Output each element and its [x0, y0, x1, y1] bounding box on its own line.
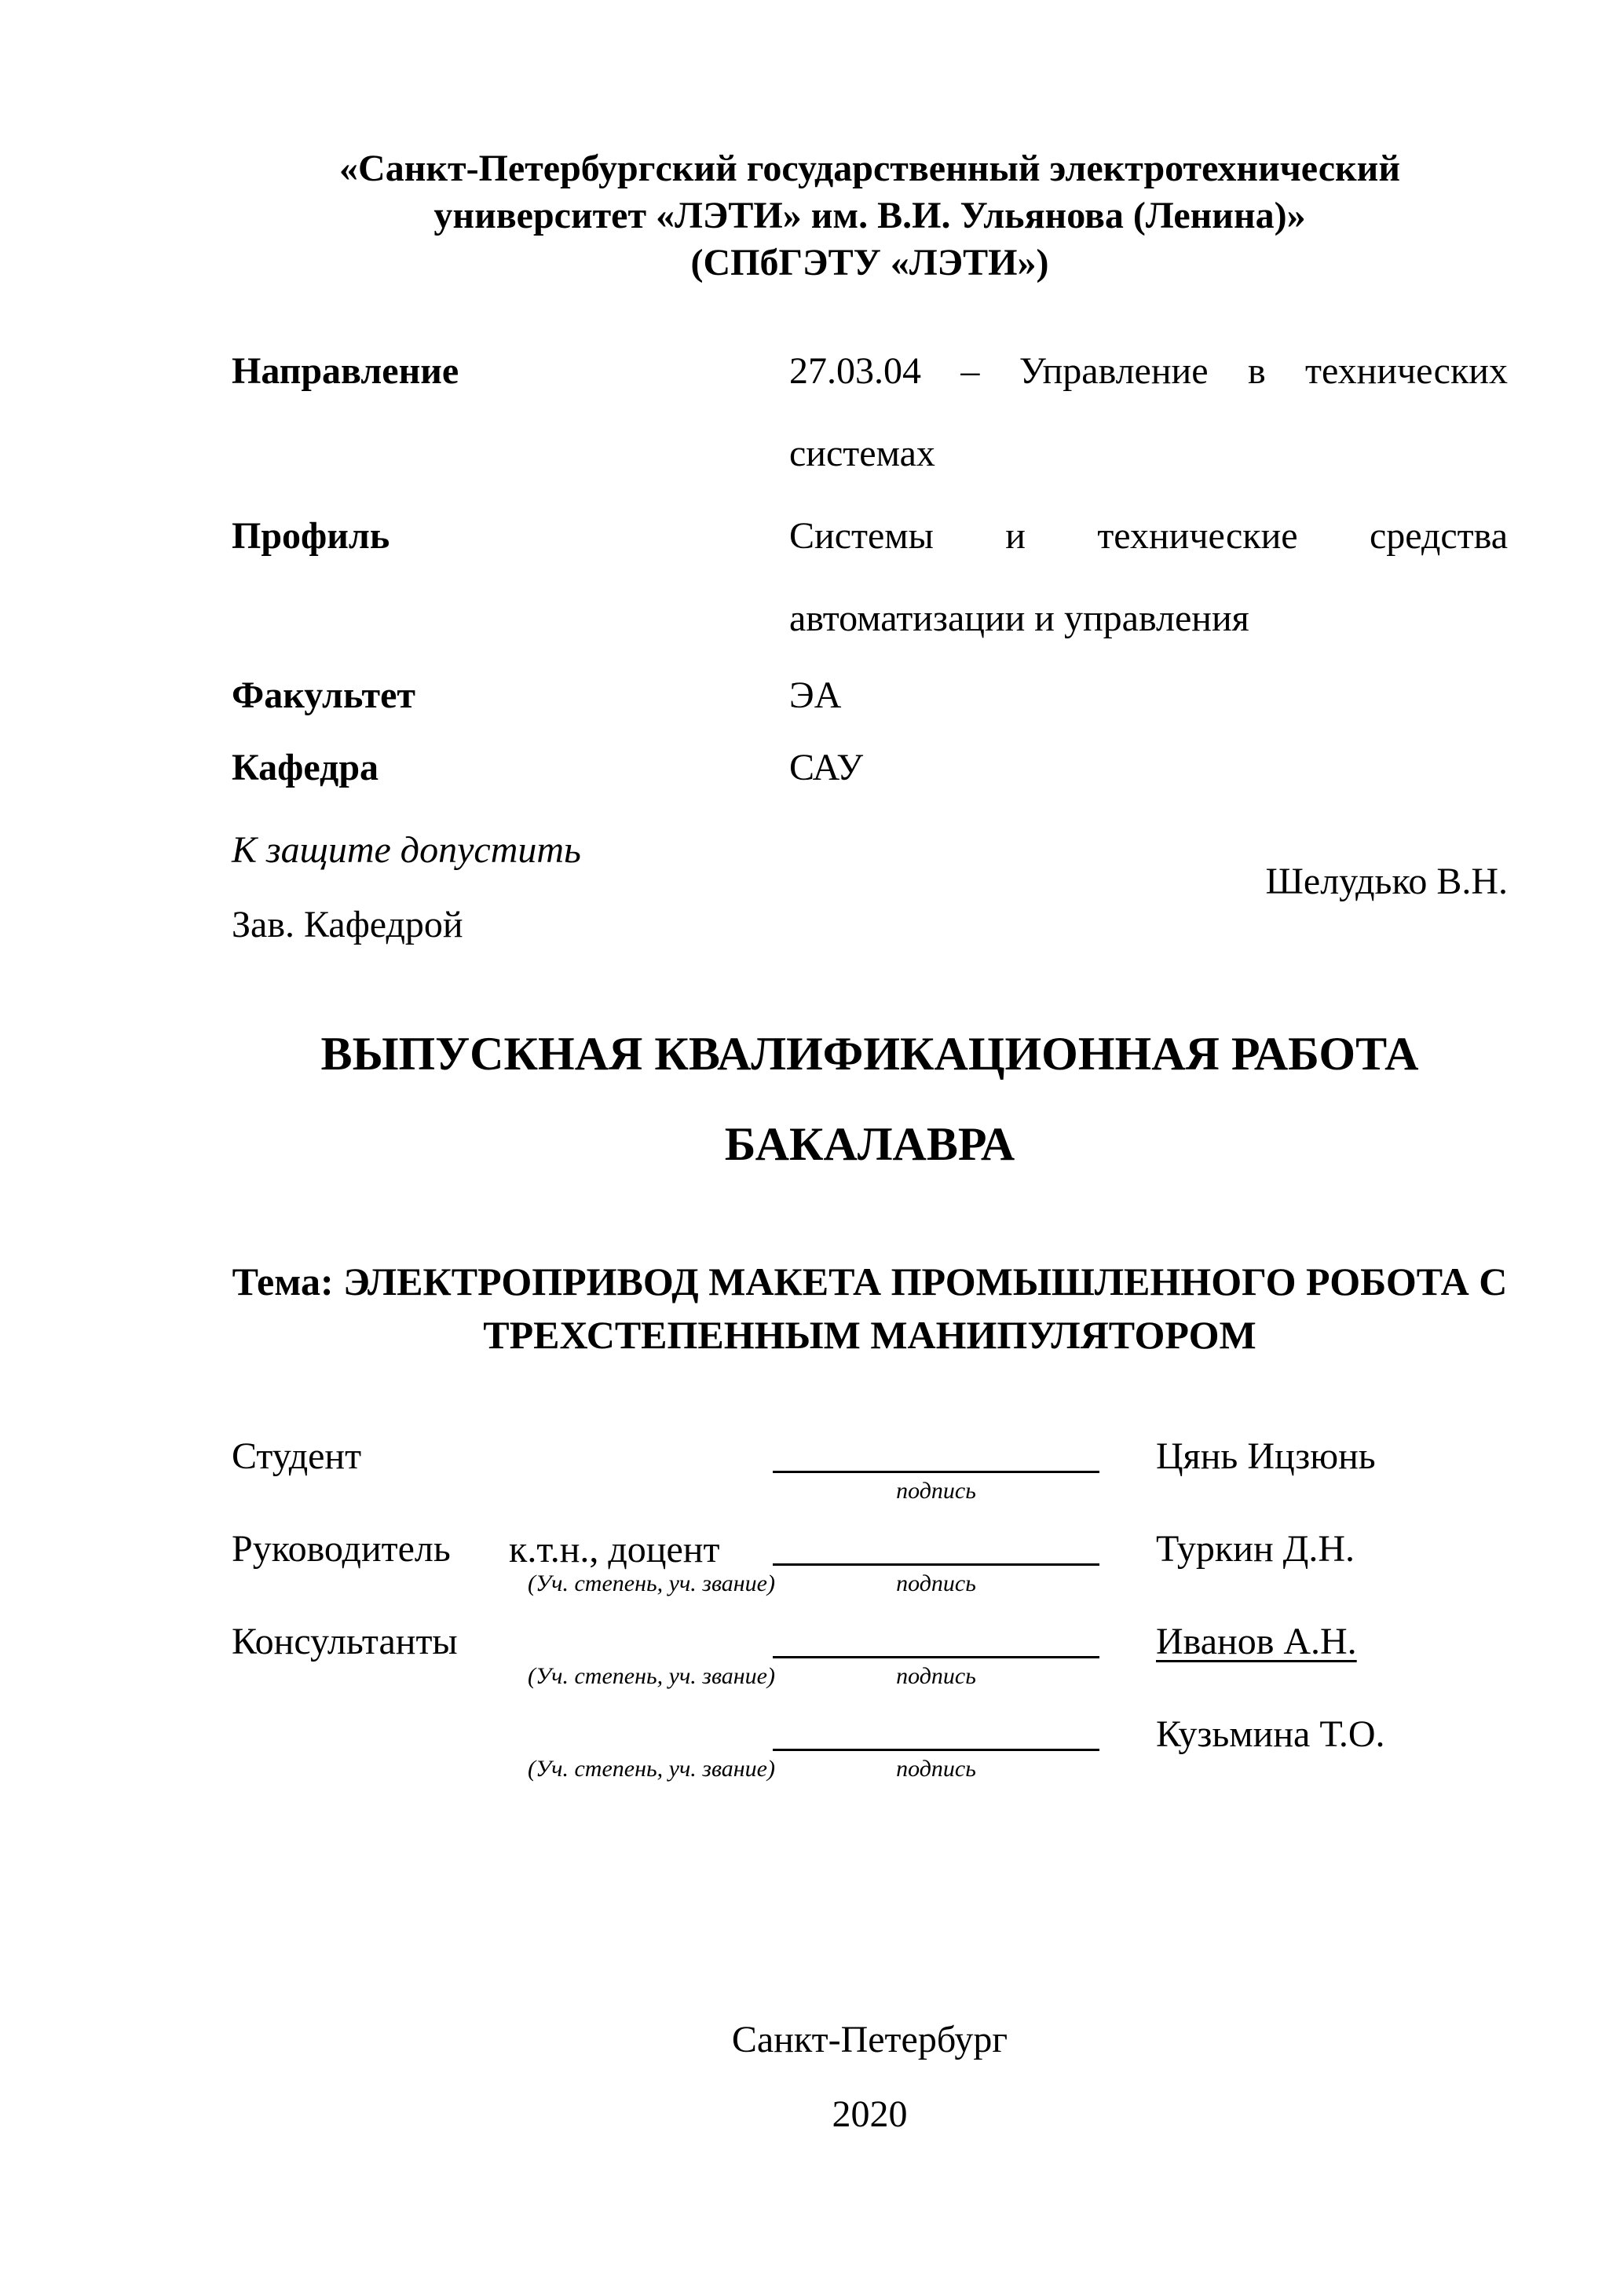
department-head-label: Зав. Кафедрой [232, 904, 463, 945]
signature-section [232, 1437, 1508, 1808]
consultant-1-name: Иванов А.Н. [1156, 1621, 1357, 1662]
department-head-name: Шелудько В.Н. [1265, 861, 1508, 902]
supervisor-signature-line [773, 1530, 1099, 1566]
consultant-2-degree-cell [509, 1715, 773, 1782]
supervisor-degree-cell [509, 1530, 773, 1597]
direction-value-line-2: системах [789, 433, 935, 474]
consultant-1-signature-caption: подпись [896, 1663, 976, 1689]
university-header-line-3: (СПбГЭТУ «ЛЭТИ») [690, 242, 1049, 283]
thesis-theme-line-2: ТРЕХСТЕПЕННЫМ МАНИПУЛЯТОРОМ [483, 1313, 1256, 1357]
student-degree [509, 1437, 773, 1478]
meta-row-profile [232, 495, 1508, 660]
approval-statement: К защите допустить [232, 829, 581, 871]
work-title-line-1: ВЫПУСКНАЯ КВАЛИФИКАЦИОННАЯ РАБОТА [320, 1028, 1419, 1080]
faculty-label: Факультет [232, 675, 415, 716]
consultant-2-signature-caption: подпись [896, 1756, 976, 1782]
profile-value-line-2: автоматизации и управления [789, 598, 1249, 639]
program-info-table [232, 330, 1508, 804]
work-title-line-2: БАКАЛАВРА [724, 1118, 1015, 1170]
profile-value-line-1: Системы и технические средства [789, 515, 1508, 557]
direction-value-line-1: 27.03.04 – Управление в технических [789, 350, 1508, 392]
direction-label: Направление [232, 350, 459, 392]
meta-row-department [232, 732, 1508, 804]
consultants-role-label: Консультанты [232, 1621, 458, 1662]
footer-year: 2020 [832, 2093, 908, 2135]
profile-value [789, 495, 1508, 660]
consultant-1-degree-cell [509, 1622, 773, 1690]
signature-row-supervisor [232, 1530, 1508, 1597]
university-header-line-1: «Санкт-Петербургский государственный электротехнический [339, 148, 1400, 189]
supervisor-signature-cell [773, 1530, 1099, 1597]
supervisor-role-label: Руководитель [232, 1528, 451, 1570]
signature-row-student [232, 1437, 1508, 1504]
supervisor-degree: к.т.н., доцент [509, 1529, 720, 1570]
signature-row-consultant-2 [232, 1715, 1508, 1782]
supervisor-degree-caption: (Уч. степень, уч. звание) [528, 1570, 775, 1596]
student-signature-caption: подпись [896, 1478, 976, 1504]
footer-city: Санкт-Петербург [731, 2019, 1008, 2060]
consultant-2-name: Кузьмина Т.О. [1156, 1713, 1385, 1755]
university-header-line-2: университет «ЛЭТИ» им. В.И. Ульянова (Ленина)» [433, 195, 1306, 236]
footer [232, 2002, 1508, 2152]
student-name: Цянь Ицзюнь [1156, 1435, 1376, 1477]
meta-row-direction [232, 330, 1508, 495]
consultant-2-role-label [232, 1715, 509, 1782]
consultant-2-degree-caption: (Уч. степень, уч. звание) [528, 1756, 775, 1782]
supervisor-name: Туркин Д.Н. [1156, 1528, 1355, 1570]
consultant-1-degree-caption: (Уч. степень, уч. звание) [528, 1663, 775, 1689]
meta-row-faculty [232, 660, 1508, 732]
consultant-2-signature-line [773, 1715, 1099, 1751]
consultant-1-signature-cell [773, 1622, 1099, 1690]
profile-label: Профиль [232, 515, 390, 557]
consultant-2-signature-cell [773, 1715, 1099, 1782]
student-degree-cell [509, 1437, 773, 1504]
direction-value [789, 330, 1508, 495]
faculty-value: ЭА [789, 675, 842, 716]
student-signature-cell [773, 1437, 1099, 1504]
work-title [232, 1009, 1508, 1190]
thesis-theme [232, 1255, 1508, 1362]
consultant-1-signature-line [773, 1622, 1099, 1658]
student-role-label: Студент [232, 1435, 362, 1477]
department-value: САУ [789, 747, 864, 788]
thesis-theme-line-1: Тема: ЭЛЕКТРОПРИВОД МАКЕТА ПРОМЫШЛЕННОГО РОБОТА С [232, 1260, 1508, 1303]
approval-section [232, 813, 1508, 962]
supervisor-signature-caption: подпись [896, 1570, 976, 1596]
student-signature-line [773, 1437, 1099, 1473]
signature-row-consultant-1 [232, 1622, 1508, 1690]
consultant-1-degree [509, 1622, 773, 1663]
consultant-2-degree [509, 1715, 773, 1756]
department-label: Кафедра [232, 747, 379, 788]
university-header [232, 145, 1508, 287]
